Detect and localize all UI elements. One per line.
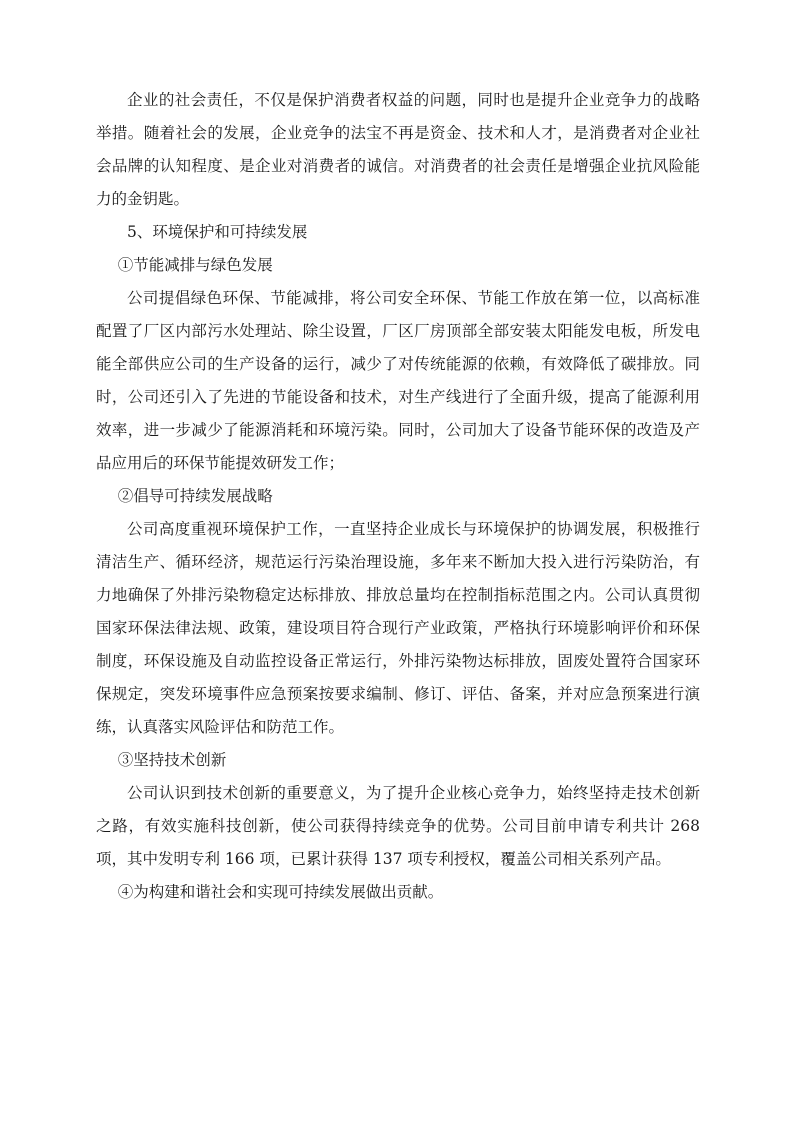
paragraph-tech-innovation: 公司认识到技术创新的重要意义，为了提升企业核心竞争力，始终坚持走技术创新之路，有效实施科技创新，使公司获得持续竞争的优势。公司目前申请专利共计 268 项，其中发明专利 166 项，已累计获得 137 项专利授权，覆盖公司相关系列产品。 — [96, 784, 700, 868]
subheading-tech-innovation: ③坚持技术创新 — [117, 751, 227, 769]
paragraph-social-responsibility: 企业的社会责任，不仅是保护消费者权益的问题，同时也是提升企业竞争力的战略举措。随着社会的发展，企业竞争的法宝不再是资金、技术和人才，是消费者对企业社会品牌的认知程度、是企业对消费者的诚信。对消费者的社会责任是增强企业抗风险能力的金钥匙。 — [96, 91, 700, 208]
paragraph-energy-saving: 公司提倡绿色环保、节能减排，将公司安全环保、节能工作放在第一位，以高标准配置了厂区内部污水处理站、除尘设置，厂区厂房顶部全部安装太阳能发电板，所发电能全部供应公司的生产设备的运行，减少了对传统能源的依赖，有效降低了碳排放。同时，公司还引入了先进的节能设备和技术，对生产线进行了全面升级，提高了能源利用效率，进一步减少了能源消耗和环境污染。同时，公司加大了设备节能环保的改造及产品应用后的环保节能提效研发工作； — [96, 289, 700, 472]
subheading-harmonious-society: ④为构建和谐社会和实现可持续发展做出贡献。 — [117, 883, 444, 901]
section-heading-environment: 5、环境保护和可持续发展 — [127, 223, 308, 241]
document-body — [96, 84, 700, 909]
subheading-energy-saving: ①节能减排与绿色发展 — [117, 256, 273, 274]
paragraph-sustainable-strategy: 公司高度重视环境保护工作，一直坚持企业成长与环境保护的协调发展，积极推行清洁生产、循环经济，规范运行污染治理设施，多年来不断加大投入进行污染防治，有力地确保了外排污染物稳定达标排放、排放总量均在控制指标范围之内。公司认真贯彻国家环保法律法规、政策，建设项目符合现行产业政策，严格执行环境影响评价和环保制度，环保设施及自动监控设备正常运行，外排污染物达标排放，固废处置符合国家环保规定，突发环境事件应急预案按要求编制、修订、评估、备案，并对应急预案进行演练，认真落实风险评估和防范工作。 — [96, 520, 700, 736]
subheading-sustainable-strategy: ②倡导可持续发展战略 — [117, 487, 273, 505]
